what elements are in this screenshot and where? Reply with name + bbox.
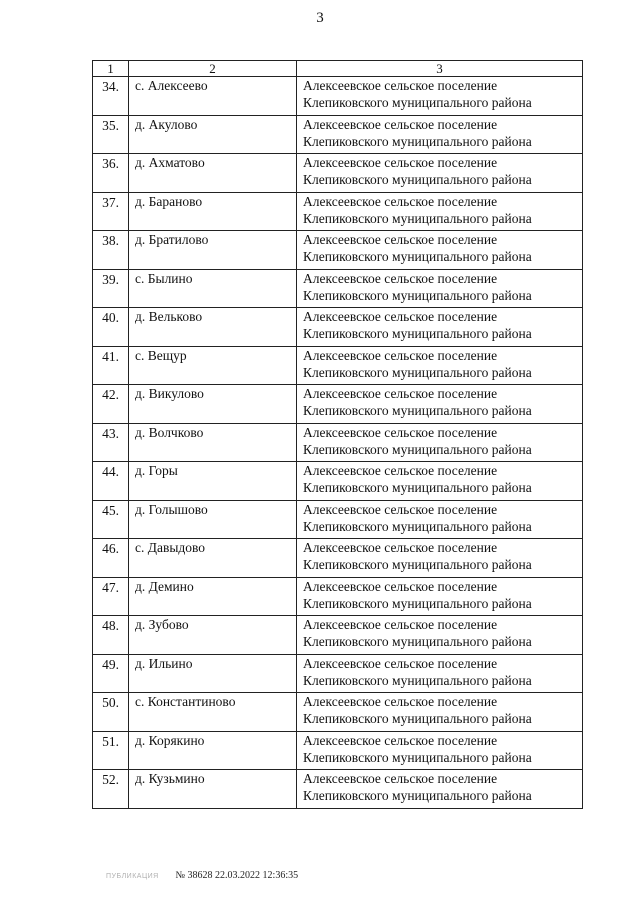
table-row — [93, 423, 583, 462]
municipality-line-2: Клепиковского муниципального района — [303, 249, 532, 264]
municipality-cell — [297, 693, 583, 732]
row-number: 36. — [102, 156, 119, 171]
row-number-cell — [93, 269, 129, 308]
settlement-name-cell — [129, 577, 297, 616]
municipality-line-2: Клепиковского муниципального района — [303, 172, 532, 187]
table-row — [93, 616, 583, 655]
settlement-name: д. Вельково — [135, 309, 203, 324]
settlement-name-cell — [129, 770, 297, 809]
municipality-line-2: Клепиковского муниципального района — [303, 287, 532, 303]
row-number: 43. — [102, 425, 119, 441]
municipality-line-1: Алексеевское сельское поселение — [303, 424, 498, 440]
municipality-line-1: Алексеевское сельское поселение — [303, 617, 498, 632]
table-row — [93, 731, 583, 770]
municipality-cell — [297, 269, 583, 308]
municipality-cell — [297, 231, 583, 270]
row-number-cell — [93, 423, 129, 462]
row-number: 50. — [102, 695, 119, 710]
settlement-name: д. Корякино — [135, 732, 205, 748]
municipality-line-1: Алексеевское сельское поселение — [303, 309, 498, 324]
row-number: 38. — [102, 233, 119, 248]
municipality-cell — [297, 462, 583, 501]
row-number-cell — [93, 500, 129, 539]
settlement-name-cell — [129, 231, 297, 270]
municipality-line-1: Алексеевское сельское поселение — [303, 193, 498, 209]
municipality-line-1: Алексеевское сельское поселение — [303, 347, 498, 363]
row-number-cell — [93, 731, 129, 770]
table-body — [93, 77, 583, 809]
settlement-name-cell — [129, 616, 297, 655]
row-number-cell — [93, 308, 129, 347]
municipality-cell — [297, 115, 583, 154]
municipality-line-1: Алексеевское сельское поселение — [303, 540, 498, 555]
municipality-cell — [297, 423, 583, 462]
row-number: 34. — [102, 79, 119, 94]
table-row — [93, 577, 583, 616]
municipality-line-2: Клепиковского муниципального района — [303, 364, 532, 380]
municipality-line-2: Клепиковского муниципального района — [303, 788, 532, 803]
page-number: 3 — [316, 10, 324, 26]
row-number-cell — [93, 77, 129, 116]
row-number-cell — [93, 154, 129, 193]
municipality-line-1: Алексеевское сельское поселение — [303, 732, 498, 748]
settlement-name: с. Былино — [135, 270, 193, 286]
municipality-cell — [297, 654, 583, 693]
municipality-line-1: Алексеевское сельское поселение — [303, 501, 498, 517]
row-number: 41. — [102, 348, 119, 364]
municipality-line-2: Клепиковского муниципального района — [303, 326, 532, 341]
row-number: 48. — [102, 618, 119, 633]
row-number: 37. — [102, 194, 119, 210]
settlement-name: с. Алексеево — [135, 78, 208, 93]
row-number-cell — [93, 577, 129, 616]
municipality-line-1: Алексеевское сельское поселение — [303, 116, 498, 132]
settlement-name-cell — [129, 77, 297, 116]
municipality-line-1: Алексеевское сельское поселение — [303, 578, 498, 594]
municipality-cell — [297, 770, 583, 809]
municipality-cell — [297, 308, 583, 347]
table-header-row — [93, 61, 583, 77]
municipality-cell — [297, 154, 583, 193]
settlement-name-cell — [129, 500, 297, 539]
municipality-cell — [297, 77, 583, 116]
registration-footer — [106, 870, 298, 881]
row-number-cell — [93, 231, 129, 270]
row-number-cell — [93, 539, 129, 578]
municipality-cell — [297, 346, 583, 385]
settlement-name: с. Вещур — [135, 347, 187, 363]
settlement-name-cell — [129, 385, 297, 424]
municipality-line-2: Клепиковского муниципального района — [303, 210, 532, 226]
settlement-name: д. Викулово — [135, 386, 204, 401]
municipality-cell — [297, 577, 583, 616]
table-row — [93, 115, 583, 154]
row-number: 35. — [102, 117, 119, 133]
row-number-cell — [93, 346, 129, 385]
municipality-line-1: Алексеевское сельское поселение — [303, 463, 498, 478]
settlement-name: с. Давыдово — [135, 540, 206, 555]
row-number-cell — [93, 385, 129, 424]
settlement-name-cell — [129, 654, 297, 693]
table-row — [93, 462, 583, 501]
municipality-line-1: Алексеевское сельское поселение — [303, 386, 498, 401]
settlement-name: д. Зубово — [135, 617, 189, 632]
table-row — [93, 346, 583, 385]
municipality-line-2: Клепиковского муниципального района — [303, 441, 532, 457]
row-number: 39. — [102, 271, 119, 287]
municipality-cell — [297, 731, 583, 770]
municipality-line-2: Клепиковского муниципального района — [303, 634, 532, 649]
row-number: 49. — [102, 656, 119, 672]
table-row — [93, 154, 583, 193]
column-header-3: 3 — [297, 61, 583, 77]
settlement-name: д. Ильино — [135, 655, 193, 671]
municipality-line-2: Клепиковского муниципального района — [303, 133, 532, 149]
settlement-name: д. Братилово — [135, 232, 209, 247]
municipality-line-2: Клепиковского муниципального района — [303, 595, 532, 611]
table-row — [93, 77, 583, 116]
settlement-name-cell — [129, 269, 297, 308]
column-header-1: 1 — [93, 61, 129, 77]
municipality-line-1: Алексеевское сельское поселение — [303, 655, 498, 671]
municipality-cell — [297, 500, 583, 539]
row-number: 42. — [102, 387, 119, 402]
municipality-line-2: Клепиковского муниципального района — [303, 518, 532, 534]
table-row — [93, 231, 583, 270]
table-row — [93, 770, 583, 809]
municipality-line-2: Клепиковского муниципального района — [303, 557, 532, 572]
row-number-cell — [93, 654, 129, 693]
settlement-name-cell — [129, 539, 297, 578]
municipality-line-1: Алексеевское сельское поселение — [303, 270, 498, 286]
municipality-line-2: Клепиковского муниципального района — [303, 403, 532, 418]
settlement-name: д. Кузьмино — [135, 771, 205, 786]
row-number: 45. — [102, 502, 119, 518]
settlement-name: д. Акулово — [135, 116, 198, 132]
settlement-name-cell — [129, 192, 297, 231]
municipality-cell — [297, 385, 583, 424]
municipality-cell — [297, 192, 583, 231]
municipality-line-1: Алексеевское сельское поселение — [303, 155, 498, 170]
settlement-name: д. Голышово — [135, 501, 208, 517]
settlement-name-cell — [129, 731, 297, 770]
settlement-name: д. Демино — [135, 578, 194, 594]
municipality-line-1: Алексеевское сельское поселение — [303, 694, 498, 709]
municipality-line-1: Алексеевское сельское поселение — [303, 771, 498, 786]
row-number: 46. — [102, 541, 119, 556]
settlement-name: д. Горы — [135, 463, 178, 478]
settlement-name-cell — [129, 308, 297, 347]
municipality-line-2: Клепиковского муниципального района — [303, 749, 532, 765]
municipality-line-2: Клепиковского муниципального района — [303, 672, 532, 688]
settlements-table — [92, 60, 583, 809]
table-row — [93, 308, 583, 347]
settlement-name-cell — [129, 693, 297, 732]
row-number: 52. — [102, 772, 119, 787]
settlement-name-cell — [129, 346, 297, 385]
municipality-cell — [297, 616, 583, 655]
settlement-name: д. Бараново — [135, 193, 203, 209]
row-number-cell — [93, 462, 129, 501]
municipality-cell — [297, 539, 583, 578]
row-number-cell — [93, 770, 129, 809]
row-number: 47. — [102, 579, 119, 595]
registration-number: № 38628 22.03.2022 12:36:35 — [175, 870, 299, 881]
settlement-name-cell — [129, 115, 297, 154]
table-row — [93, 654, 583, 693]
row-number-cell — [93, 693, 129, 732]
row-number: 51. — [102, 733, 119, 749]
municipality-line-1: Алексеевское сельское поселение — [303, 78, 498, 93]
row-number-cell — [93, 616, 129, 655]
row-number-cell — [93, 192, 129, 231]
row-number-cell — [93, 115, 129, 154]
table-row — [93, 385, 583, 424]
settlement-name-cell — [129, 423, 297, 462]
municipality-line-1: Алексеевское сельское поселение — [303, 232, 498, 247]
footer-faint-mark: ПУБЛИКАЦИЯ — [106, 873, 159, 880]
settlement-name: д. Ахматово — [135, 155, 205, 170]
settlement-name-cell — [129, 154, 297, 193]
table-row — [93, 269, 583, 308]
column-header-2: 2 — [129, 61, 297, 77]
row-number: 44. — [102, 464, 119, 479]
municipality-line-2: Клепиковского муниципального района — [303, 480, 532, 495]
settlement-name-cell — [129, 462, 297, 501]
row-number: 40. — [102, 310, 119, 325]
table-row — [93, 693, 583, 732]
settlement-name: с. Константиново — [135, 694, 236, 709]
municipality-line-2: Клепиковского муниципального района — [303, 711, 532, 726]
table-row — [93, 192, 583, 231]
municipality-line-2: Клепиковского муниципального района — [303, 95, 532, 110]
settlement-name: д. Волчково — [135, 424, 204, 440]
table-row — [93, 500, 583, 539]
table-row — [93, 539, 583, 578]
